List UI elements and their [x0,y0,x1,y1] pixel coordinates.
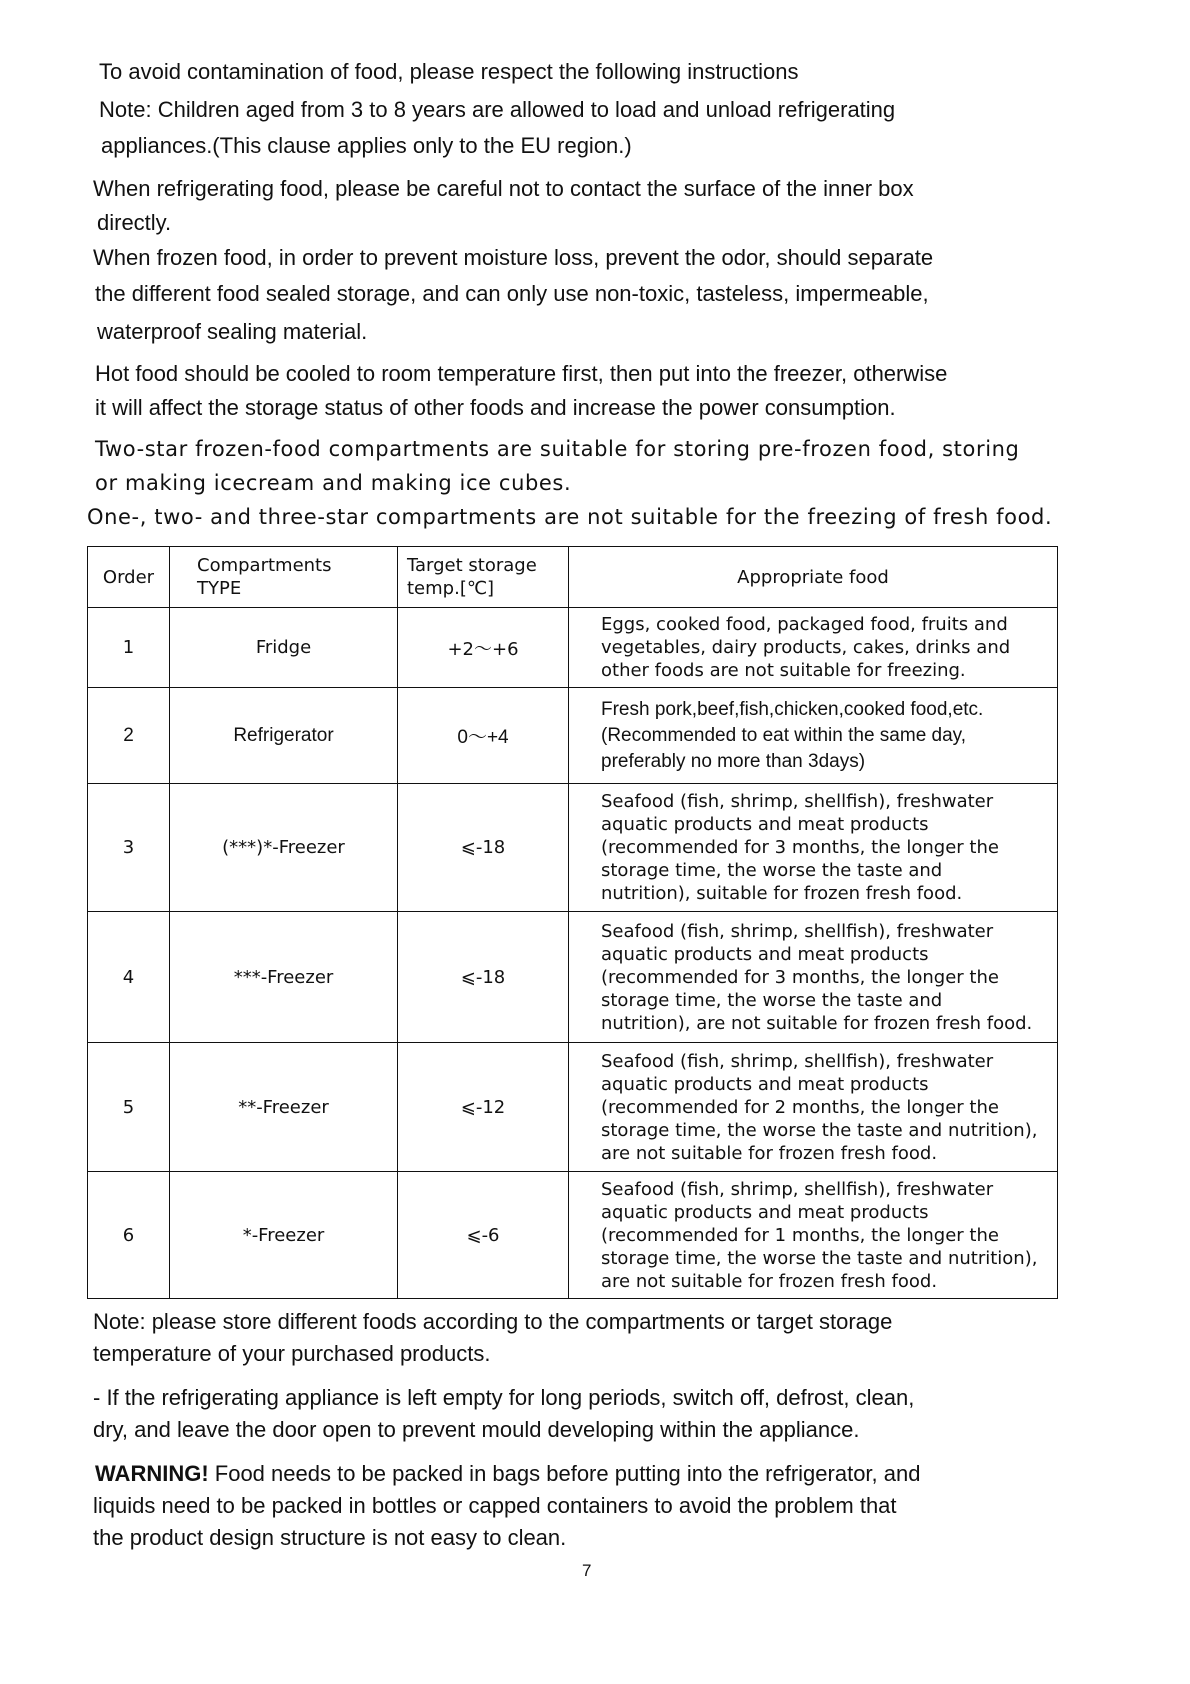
intro-line: When frozen food, in order to prevent moisture loss, prevent the odor, should separate [93,245,934,270]
food-line: Fresh pork,beef,fish,chicken,cooked food,etc. [601,698,984,720]
intro-line: Hot food should be cooled to room temperature first, then put into the freezer, otherwise [95,361,948,386]
type-cell: (***)*-Freezer [170,784,398,912]
intro-line: Note: Children aged from 3 to 8 years are allowed to load and unload refrigerating [99,97,896,122]
food-line: nutrition), suitable for frozen fresh food. [601,883,963,904]
warning-line: liquids need to be packed in bottles or capped containers to avoid the problem that [93,1493,897,1518]
type-cell: **-Freezer [170,1043,398,1172]
food-line: Seafood (fish, shrimp, shellfish), freshwater [601,920,994,942]
table-row [88,608,1058,688]
food-line: preferably no more than 3days) [601,750,866,772]
order-cell: 5 [88,1043,170,1172]
intro-line: One-, two- and three-star compartments are not suitable for the freezing of fresh food. [87,505,1053,529]
food-line: Seafood (fish, shrimp, shellfish), freshwater [601,791,994,812]
intro-line: the different food sealed storage, and can only use non-toxic, tasteless, impermeable, [95,281,929,306]
warning-label: WARNING! [95,1461,209,1486]
empty-appliance-note-line: dry, and leave the door open to prevent mould developing within the appliance. [93,1417,860,1442]
food-line: vegetables, dairy products, cakes, drinks and [601,637,1011,658]
food-line: storage time, the worse the taste and [601,989,943,1011]
intro-line: appliances.(This clause applies only to the EU region.) [101,133,632,158]
order-cell: 4 [88,912,170,1043]
temp-cell: ⩽-18 [398,784,569,912]
intro-line: it will affect the storage status of other foods and increase the power consumption. [95,395,896,420]
type-cell: Refrigerator [170,688,398,784]
food-line: are not suitable for frozen fresh food. [601,1270,938,1292]
food-line: storage time, the worse the taste and [601,860,943,881]
intro-line: Two-star frozen-food compartments are suitable for storing pre-frozen food, storing [95,437,1020,461]
food-line: Seafood (fish, shrimp, shellfish), freshwater [601,1050,994,1072]
temp-cell: 0～+4 [398,688,569,784]
intro-line: waterproof sealing material. [97,319,368,344]
table-row [88,784,1058,912]
table-row [88,1172,1058,1299]
order-cell: 3 [88,784,170,912]
food-line: (recommended for 2 months, the longer the [601,1096,999,1118]
food-cell [569,1043,1058,1172]
food-cell [569,784,1058,912]
temp-cell: ⩽-18 [398,912,569,1043]
empty-appliance-note-line: - If the refrigerating appliance is left empty for long periods, switch off, defrost, clean, [93,1385,915,1410]
order-cell: 1 [88,608,170,688]
intro-line: To avoid contamination of food, please respect the following instructions [99,59,799,84]
warning-line: the product design structure is not easy to clean. [93,1525,567,1550]
intro-line: or making icecream and making ice cubes. [95,471,572,495]
temp-cell: +2～+6 [398,608,569,688]
order-cell: 2 [88,688,170,784]
food-line: aquatic products and meat products [601,943,929,965]
intro-line: directly. [97,210,172,235]
food-line: aquatic products and meat products [601,1073,929,1095]
food-line: (recommended for 3 months, the longer the [601,837,999,858]
storage-note-line: temperature of your purchased products. [93,1341,491,1366]
temp-cell: ⩽-12 [398,1043,569,1172]
table-row [88,912,1058,1043]
intro-line: When refrigerating food, please be careful not to contact the surface of the inner box [93,176,914,201]
table-header-row [88,547,1058,608]
header-temp-line: Target storage [407,555,537,576]
food-line: Eggs, cooked food, packaged food, fruits and [601,614,1008,635]
temp-cell: ⩽-6 [398,1172,569,1299]
type-cell: ***-Freezer [170,912,398,1043]
food-cell [569,688,1058,784]
header-temp-line: temp.[℃] [407,578,495,599]
food-line: aquatic products and meat products [601,814,929,835]
header-order: Order [88,547,170,608]
food-line: (recommended for 1 months, the longer the [601,1224,999,1246]
order-cell: 6 [88,1172,170,1299]
page-number: 7 [582,1561,592,1580]
type-cell: Fridge [170,608,398,688]
food-line: storage time, the worse the taste and nutrition), [601,1247,1038,1269]
food-line: (recommended for 3 months, the longer the [601,966,999,988]
food-cell [569,912,1058,1043]
table-row [88,1043,1058,1172]
food-line: Seafood (fish, shrimp, shellfish), freshwater [601,1178,994,1200]
header-type [170,547,398,608]
food-line: aquatic products and meat products [601,1201,929,1223]
food-line: are not suitable for frozen fresh food. [601,1142,938,1164]
food-line: other foods are not suitable for freezing. [601,660,966,681]
food-cell [569,1172,1058,1299]
type-cell: *-Freezer [170,1172,398,1299]
header-temp [398,547,569,608]
warning-line [95,1458,920,1490]
warning-text: Food needs to be packed in bags before putting into the refrigerator, and [208,1461,921,1486]
compartment-table [87,546,1058,1299]
header-type-line: Compartments [197,555,332,576]
food-cell [569,608,1058,688]
food-line: nutrition), are not suitable for frozen fresh food. [601,1012,1033,1034]
header-food: Appropriate food [569,547,1058,608]
food-line: storage time, the worse the taste and nutrition), [601,1119,1038,1141]
storage-note-line: Note: please store different foods according to the compartments or target storage [93,1309,893,1334]
table-row [88,688,1058,784]
header-type-line: TYPE [197,578,242,599]
food-line: (Recommended to eat within the same day, [601,724,967,746]
